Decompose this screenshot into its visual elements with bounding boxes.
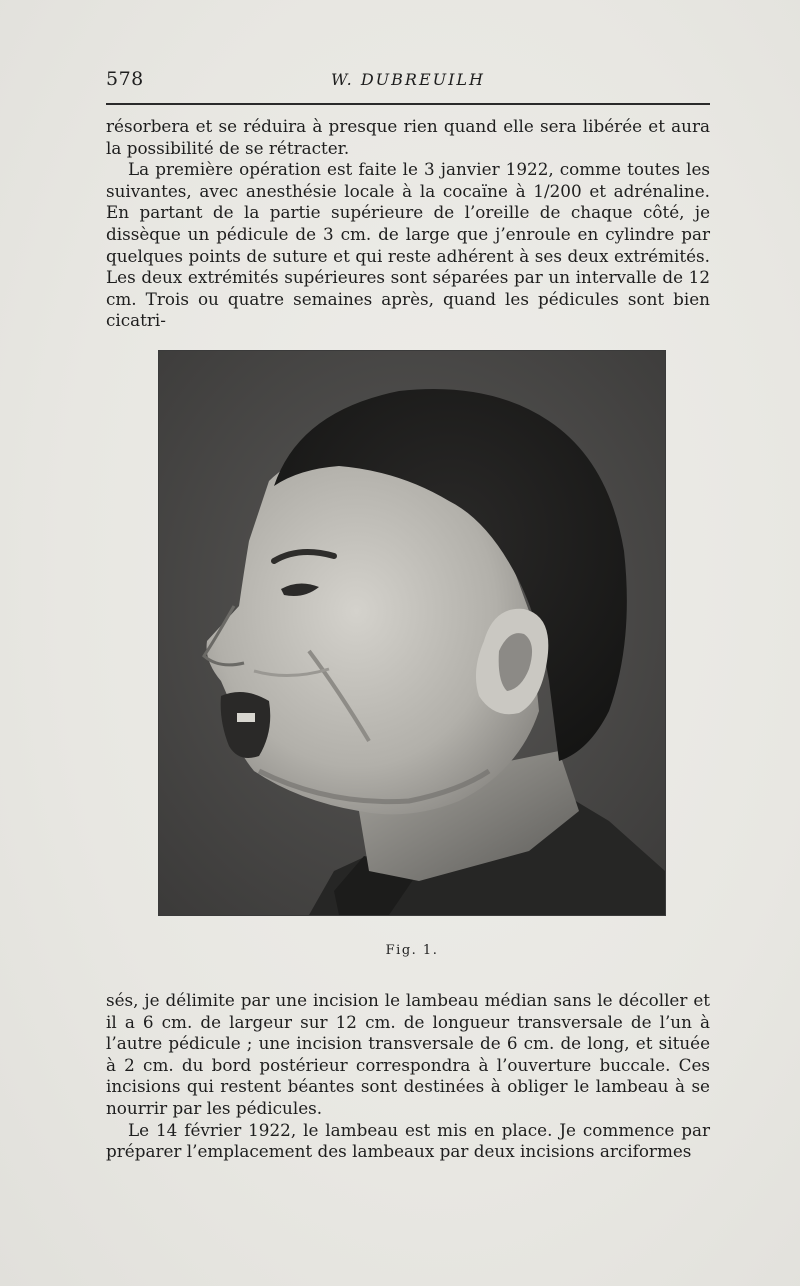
paragraph: Le 14 février 1922, le lambeau est mis en place. Je commence par préparer l’emplacement des lambeaux par deux incisions arciformes bbox=[106, 1119, 710, 1162]
paragraph: résorbera et se réduira à presque rien quand elle sera libérée et aura la possibilité de se rétracter. bbox=[106, 116, 710, 158]
text-block-bottom bbox=[106, 990, 710, 1163]
paragraph: sés, je délimite par une incision le lambeau médian sans le décoller et il a 6 cm. de largeur sur 12 cm. de longueur transversale de l’un à l’autre pédicule ; une incision transversale de 6 cm. de long, et située à 2 cm. du bord postérieur correspondra à l’ouverture buccale. Ces incisions qui restent béantes sont destinées à obliger le lambeau à se nourrir par les pédicules. bbox=[106, 990, 710, 1118]
page-header bbox=[106, 66, 710, 96]
figure-caption: Fig. 1. bbox=[385, 943, 439, 958]
teeth bbox=[237, 713, 255, 722]
header-rule bbox=[106, 103, 710, 105]
page-number: 578 bbox=[106, 68, 144, 90]
paragraph: La première opération est faite le 3 janvier 1922, comme toutes les suivantes, avec anesthésie locale à la cocaïne à 1/200 et adrénaline. En partant de la partie supérieure de l’oreille de chaque côté, je dissèque un pédicule de 3 cm. de large que j’enroule en cylindre par quelques points de suture et qui reste adhérent à ses deux extrémités. Les deux extrémités supérieures sont séparées par un intervalle de 12 cm. Trois ou quatre semaines après, quand les pédicules sont bien cicatri- bbox=[106, 159, 710, 331]
figure-photograph bbox=[158, 350, 666, 916]
running-head: W. DUBREUILH bbox=[331, 70, 485, 89]
text-block-top bbox=[106, 116, 710, 332]
portrait-photograph bbox=[159, 351, 665, 915]
